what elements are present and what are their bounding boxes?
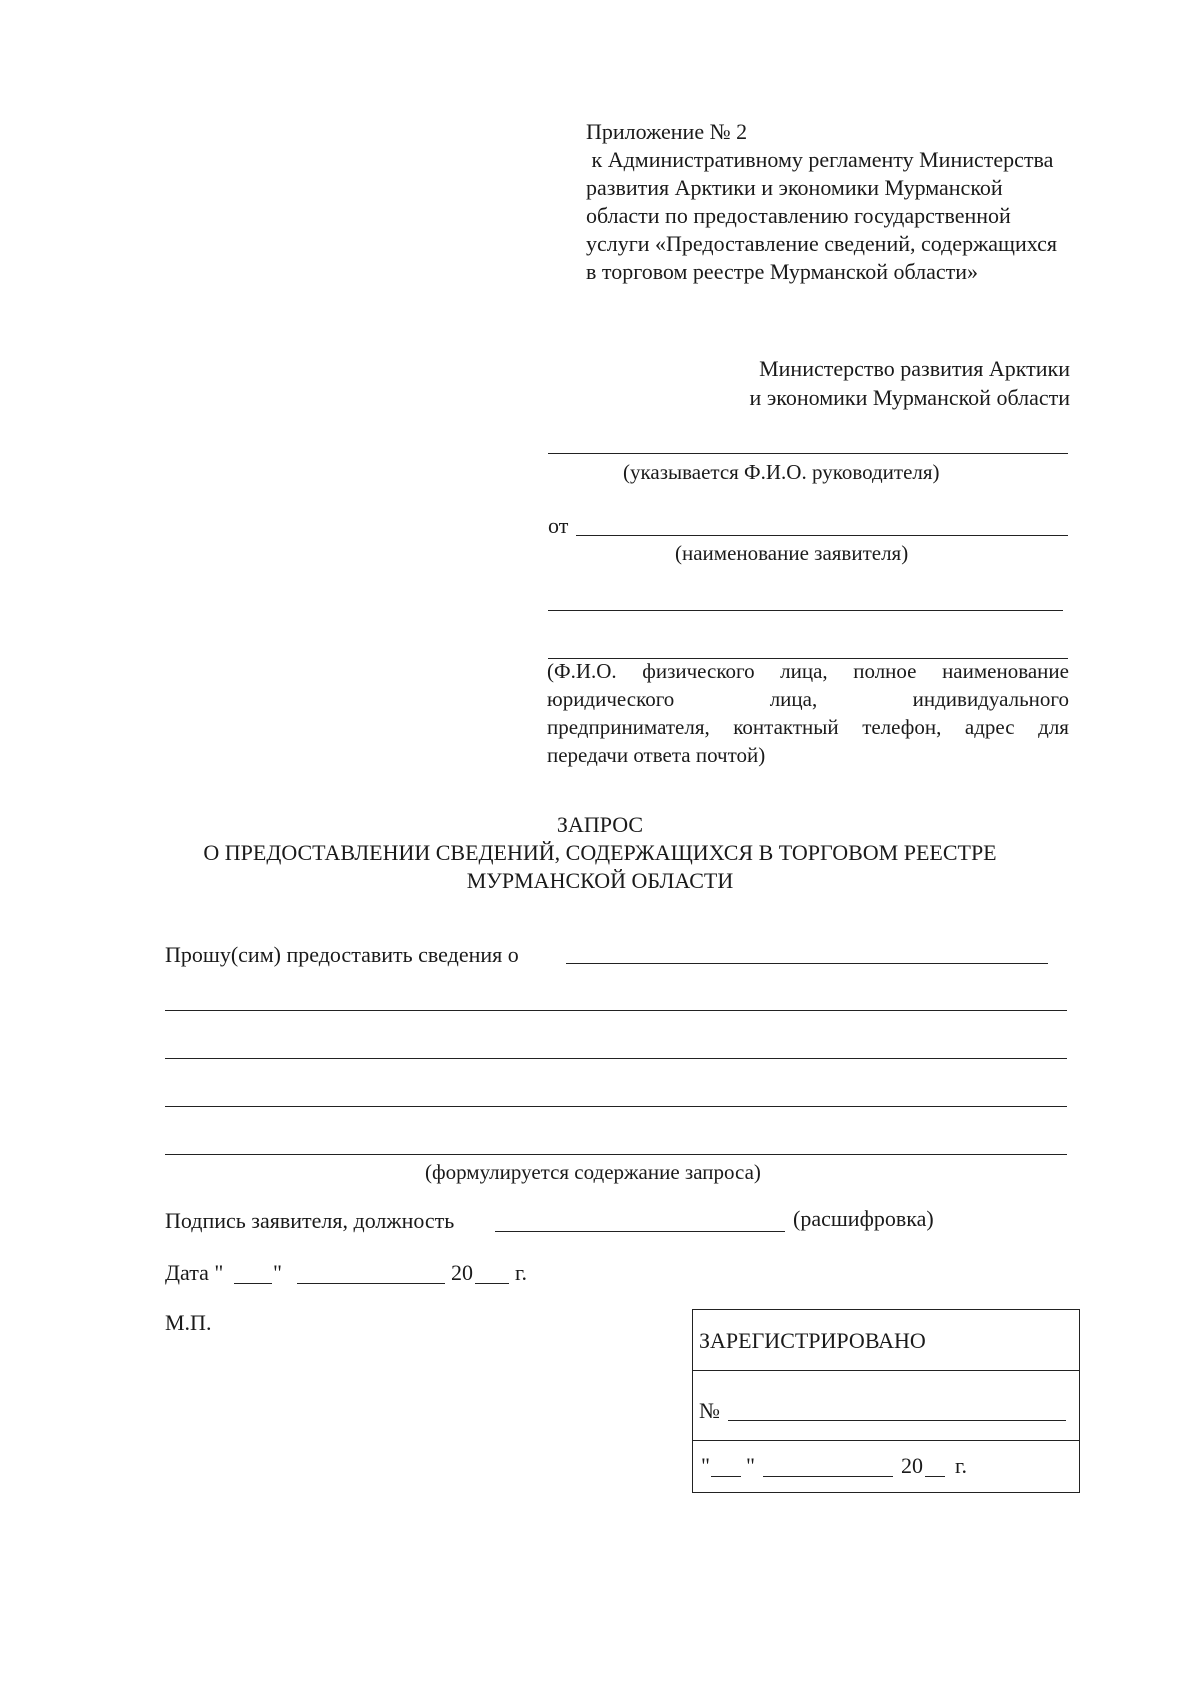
title-line: МУРМАНСКОЙ ОБЛАСТИ	[466, 868, 734, 893]
appendix-line: Приложение № 2	[586, 119, 748, 144]
appendix-header	[586, 118, 1126, 286]
from-label: от	[548, 513, 569, 538]
seal-label: М.П.	[165, 1310, 212, 1335]
head-name-caption: (указывается Ф.И.О. руководителя)	[623, 460, 940, 484]
caption-word: предпринимателя,	[547, 715, 710, 739]
applicant-name-caption: (наименование заявителя)	[675, 541, 909, 565]
caption-row	[547, 685, 1069, 713]
caption-word: телефон,	[862, 715, 942, 739]
registration-number-label: №	[699, 1398, 720, 1423]
date-label: Дата "	[165, 1260, 224, 1285]
signature-label: Подпись заявителя, должность	[165, 1208, 455, 1233]
registration-day-field[interactable]	[711, 1476, 741, 1477]
caption-word: полное	[853, 659, 917, 683]
signature-decode: (расшифровка)	[793, 1206, 934, 1231]
caption-word: передачи ответа почтой)	[547, 743, 766, 767]
registration-quote-close: "	[746, 1453, 755, 1478]
registration-year-prefix: 20	[901, 1453, 923, 1478]
date-year-suffix: г.	[515, 1260, 528, 1285]
request-field-3[interactable]	[165, 1058, 1067, 1059]
head-name-field[interactable]	[548, 453, 1068, 454]
caption-row	[547, 713, 1069, 741]
caption-row	[547, 657, 1069, 685]
date-year-field[interactable]	[475, 1283, 509, 1284]
appendix-line: к Административному регламенту Министерства	[586, 147, 1054, 172]
appendix-line: развития Арктики и экономики Мурманской	[586, 175, 1003, 200]
addressee-line: Министерство развития Арктики	[759, 356, 1070, 381]
request-field-5[interactable]	[165, 1154, 1067, 1155]
caption-word: юридического	[547, 687, 675, 711]
registration-year-suffix: г.	[955, 1453, 968, 1478]
caption-word: (Ф.И.О.	[547, 659, 617, 683]
registration-number-field[interactable]	[728, 1420, 1066, 1421]
applicant-details-field-1[interactable]	[548, 610, 1063, 611]
caption-word: индивидуального	[912, 687, 1069, 711]
applicant-name-field[interactable]	[576, 535, 1068, 536]
caption-row	[547, 741, 1069, 769]
caption-word: адрес	[964, 715, 1015, 739]
document-title	[150, 811, 1050, 895]
date-year-prefix: 20	[451, 1260, 473, 1285]
caption-word: наименование	[942, 659, 1069, 683]
caption-word: для	[1038, 715, 1069, 739]
appendix-line: области по предоставлению государственной	[586, 203, 1011, 228]
request-content-caption: (формулируется содержание запроса)	[425, 1160, 761, 1184]
caption-word: контактный	[733, 715, 839, 739]
request-field-4[interactable]	[165, 1106, 1067, 1107]
applicant-details-caption	[547, 657, 1069, 769]
registration-stamp	[692, 1309, 1080, 1493]
date-day-field[interactable]	[234, 1283, 272, 1284]
caption-word: лица,	[780, 659, 828, 683]
addressee-line: и экономики Мурманской области	[749, 385, 1070, 410]
caption-word: лица,	[769, 687, 818, 711]
registration-quote-open: "	[701, 1453, 710, 1478]
appendix-line: в торговом реестре Мурманской области»	[586, 259, 979, 284]
registration-year-field[interactable]	[925, 1476, 945, 1477]
caption-word: физического	[642, 659, 755, 683]
request-lead: Прошу(сим) предоставить сведения о	[165, 942, 519, 967]
registration-month-field[interactable]	[763, 1476, 893, 1477]
date-month-field[interactable]	[297, 1283, 445, 1284]
stamp-divider	[693, 1440, 1079, 1441]
signature-field[interactable]	[495, 1231, 785, 1232]
registration-title: ЗАРЕГИСТРИРОВАНО	[699, 1328, 926, 1353]
appendix-line: услуги «Предоставление сведений, содержащихся	[586, 231, 1058, 256]
request-field-2[interactable]	[165, 1010, 1067, 1011]
title-line: О ПРЕДОСТАВЛЕНИИ СВЕДЕНИЙ, СОДЕРЖАЩИХСЯ В ТОРГОВОМ РЕЕСТРЕ	[203, 840, 997, 865]
date-quote: "	[273, 1260, 282, 1285]
title-line: ЗАПРОС	[556, 812, 644, 837]
stamp-divider	[693, 1370, 1079, 1371]
addressee-block	[700, 354, 1070, 412]
request-field-1[interactable]	[566, 963, 1048, 964]
